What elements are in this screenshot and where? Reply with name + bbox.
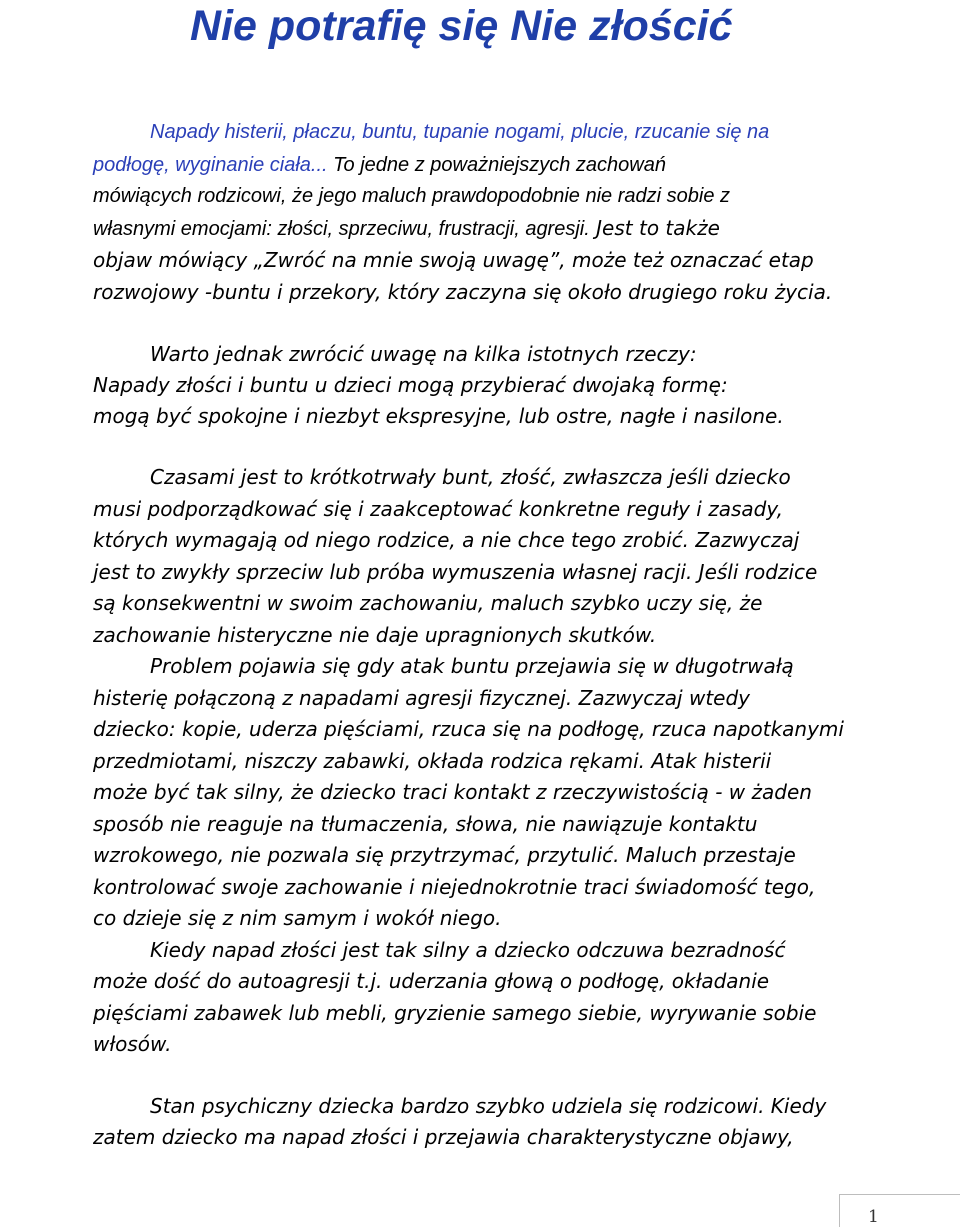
text-line: sposób nie reaguje na tłumaczenia, słowa, nie nawiązuje kontaktu [93,811,758,836]
text-span: Jest to także [589,215,720,240]
text-line [93,149,873,182]
text-line: są konsekwentni w swoim zachowaniu, maluch szybko uczy się, że [93,591,763,615]
text-line: których wymagają od niego rodzice, a nie chce tego zrobić. Zazwyczaj [93,528,800,552]
text-line [93,213,873,246]
page-number: 1 [868,1207,879,1227]
paragraph-forms [93,339,873,432]
text-span: podłogę, wyginanie ciała... [93,153,328,176]
text-line: rozwojowy -buntu i przekory, który zaczyna się około drugiego roku życia. [93,279,833,304]
text-line: Warto jednak zwrócić uwagę na kilka istotnych rzeczy: [150,342,697,366]
text-span: własnymi emocjami: złości, sprzeciwu, frustracji, agresji. [93,217,590,240]
text-line: wzrokowego, nie pozwala się przytrzymać, przytulić. Maluch przestaje [93,843,796,867]
page-number-box [839,1194,960,1227]
text-line: objaw mówiący „Zwróć na mnie swoją uwagę”, może też oznaczać etap [93,248,814,272]
text-line: Problem pojawia się gdy atak buntu przejawia się w długotrwałą [150,654,794,678]
text-line: histerię połączoną z napadami agresji fizycznej. Zazwyczaj wtedy [93,685,750,710]
text-line: Napady złości i buntu u dzieci mogą przybierać dwojaką formę: [93,373,728,397]
text-line: mogą być spokojne i niezbyt ekspresyjne, lub ostre, nagłe i nasilone. [93,404,784,428]
text-line: kontrolować swoje zachowanie i niejednokrotnie traci świadomość tego, [93,874,816,899]
text-span: To jedne z poważniejszych zachowań [327,153,666,176]
text-line: mówiących rodzicowi, że jego maluch prawdopodobnie nie radzi sobie z [93,185,731,207]
paragraph-parent [93,1091,873,1153]
text-line: Stan psychiczny dziecka bardzo szybko udziela się rodzicowi. Kiedy [150,1094,827,1118]
page-title: Nie potrafię się Nie złościć [190,2,733,50]
text-line: Czasami jest to krótkotrwały bunt, złość, zwłaszcza jeśli dziecko [150,465,791,489]
text-line: Kiedy napad złości jest tak silny a dziecko odczuwa bezradność [150,937,786,962]
text-line: może dość do autoagresji t.j. uderzania głową o podłogę, okładanie [93,969,770,993]
text-line: pięściami zabawek lub mebli, gryzienie samego siebie, wyrywanie sobie [93,1000,817,1025]
text-line: jest to zwykły sprzeciw lub próba wymuszenia własnej racji. Jeśli rodzice [93,559,818,584]
text-line: przedmiotami, niszczy zabawki, okłada rodzica rękami. Atak histerii [93,748,772,773]
intro-paragraph [93,117,873,308]
text-line: Napady histerii, płaczu, buntu, tupanie nogami, plucie, rzucanie się na [150,121,770,143]
text-line: może być tak silny, że dziecko traci kontakt z rzeczywistością - w żaden [93,780,812,804]
text-line: musi podporządkować się i zaakceptować konkretne reguły i zasady, [93,496,783,521]
text-line: co dzieje się z nim samym i wokół niego. [93,906,502,930]
text-line: zatem dziecko ma napad złości i przejawia charakterystyczne objawy, [93,1125,794,1149]
paragraph-tantrum [93,462,873,1061]
text-line: dziecko: kopie, uderza pięściami, rzuca się na podłogę, rzuca napotkanymi [93,717,844,741]
text-line: zachowanie histeryczne nie daje upragnionych skutków. [93,622,657,647]
text-line: włosów. [93,1032,172,1056]
